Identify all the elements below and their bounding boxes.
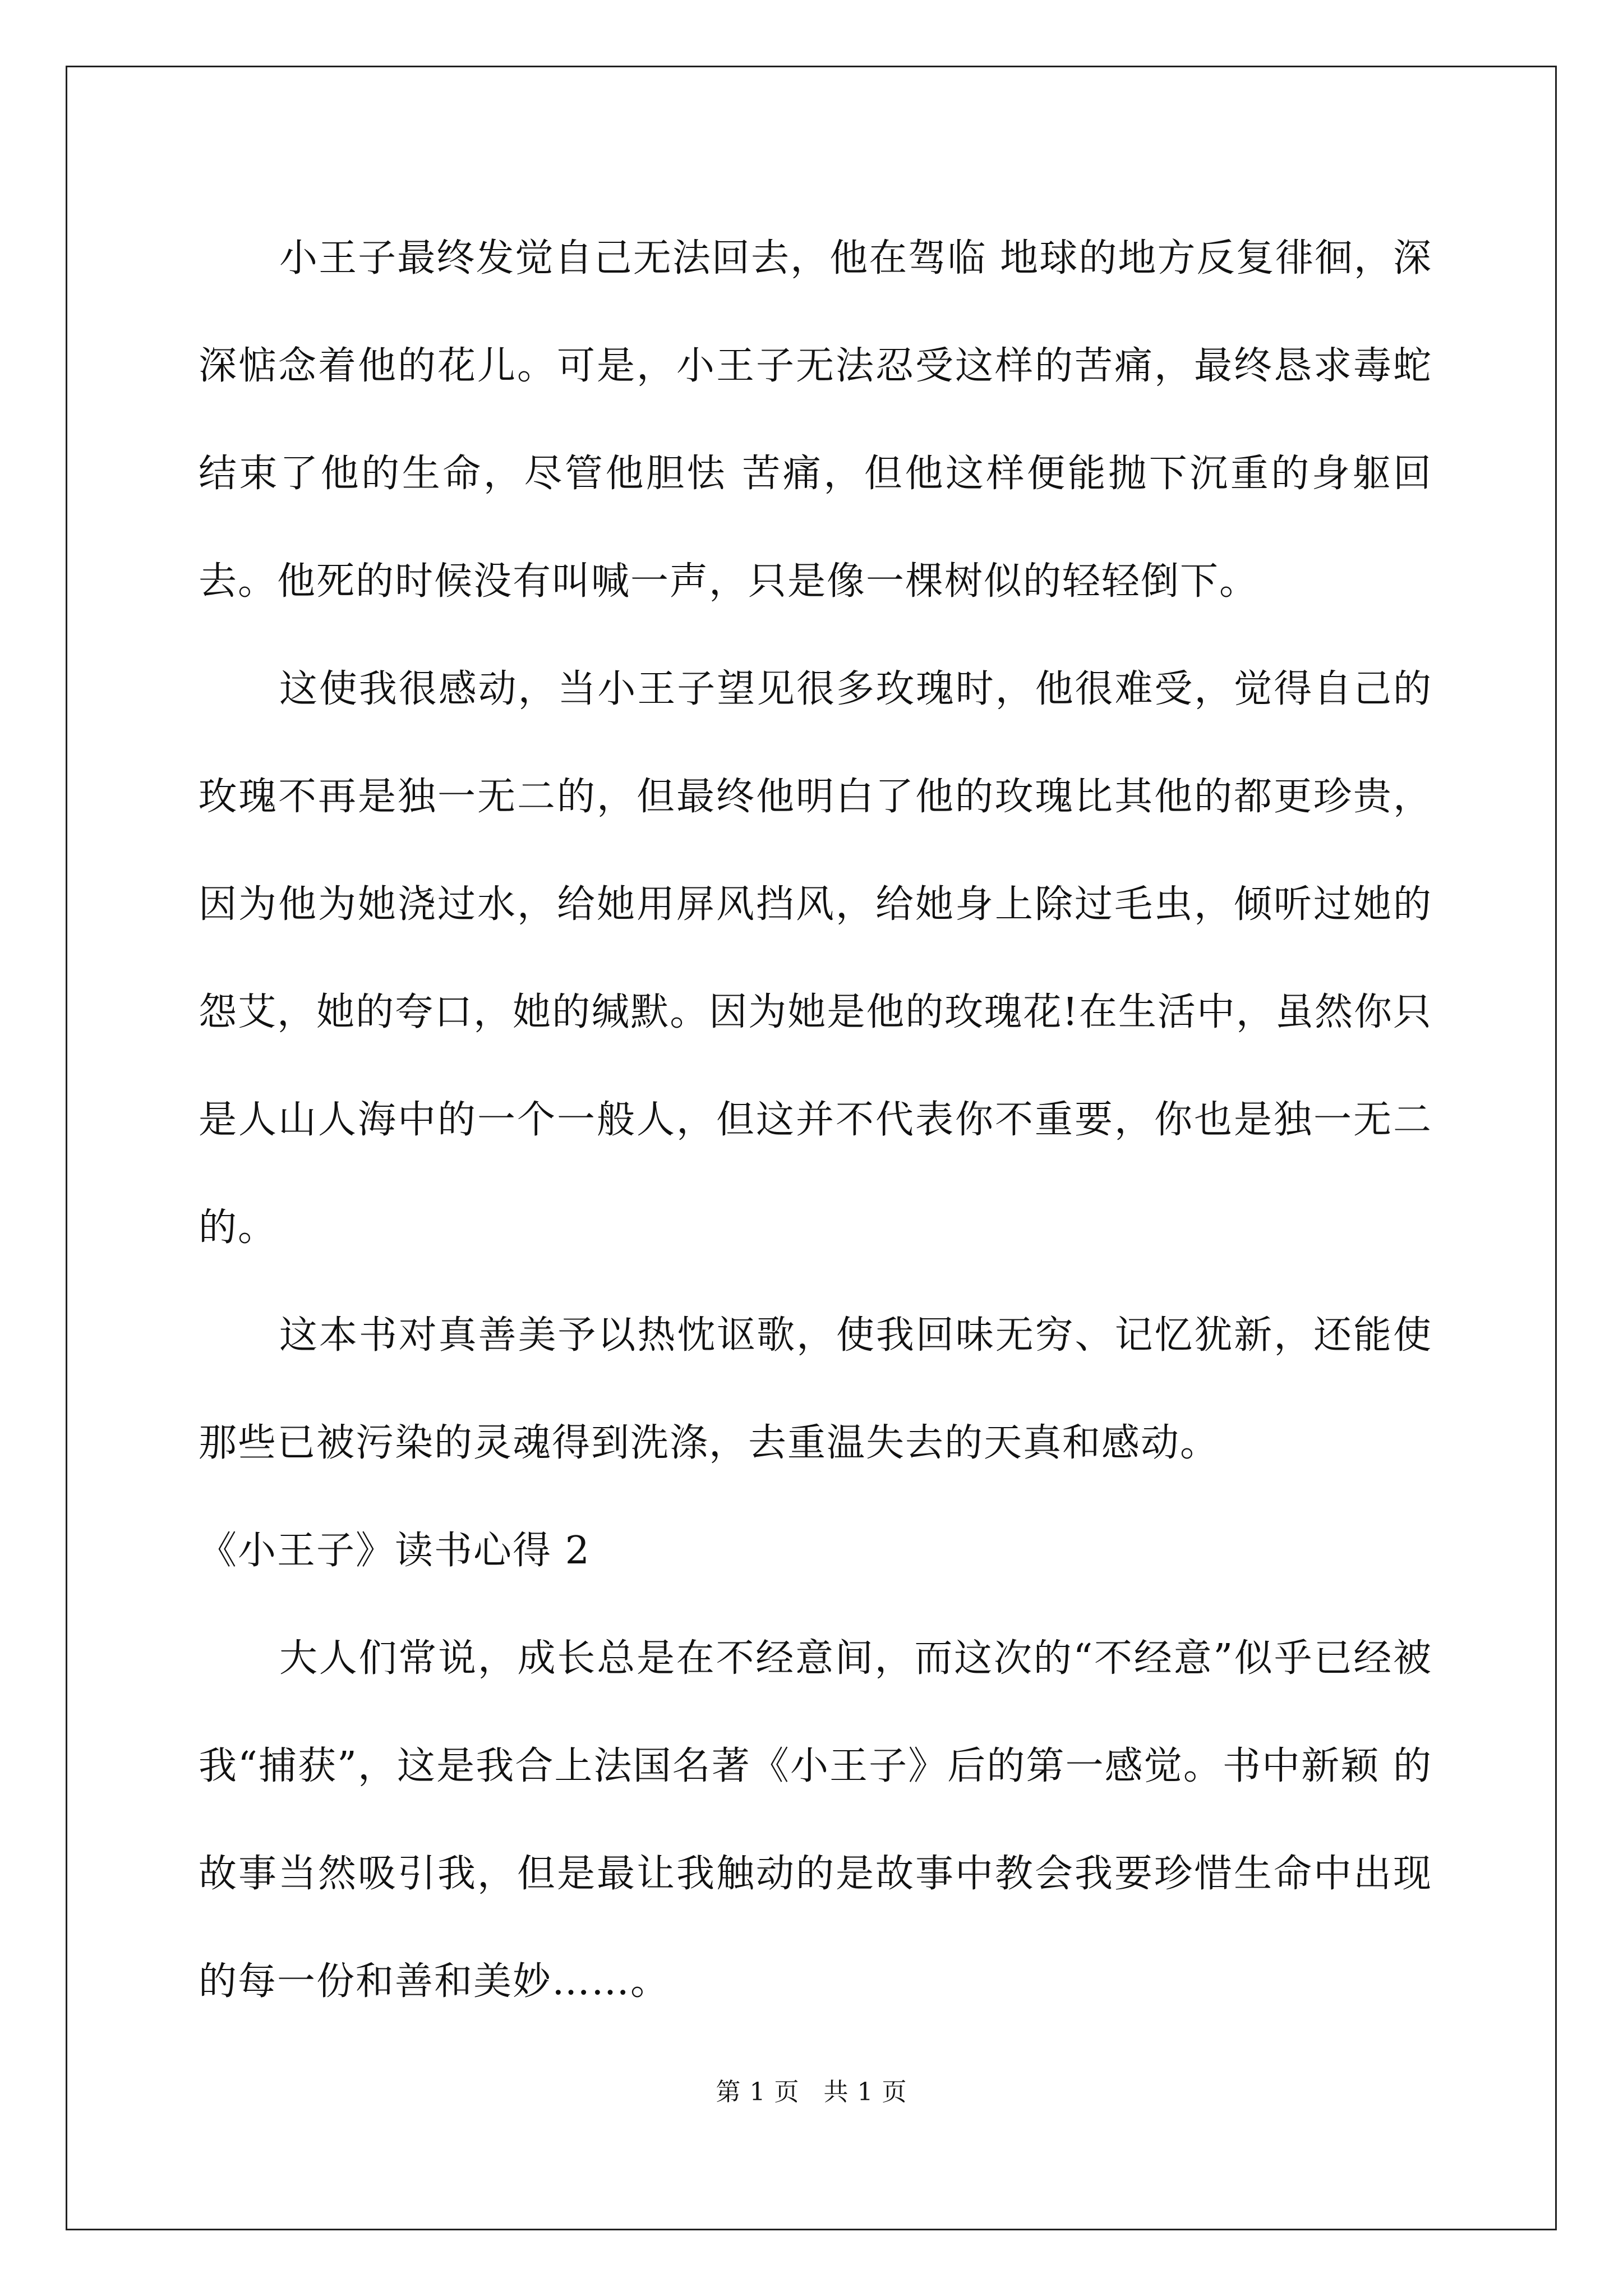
paragraph-4: 大人们常说，成长总是在不经意间，而这次的“不经意”似乎已经被我“捕获”，这是我合上法国名著《小王子》后的第一感觉。书中新颖 的故事当然吸引我，但是最让我触动的是故事中教会我要珍惜生命中出现的每一份和善和美妙……。 (199, 1636, 1432, 2004)
page-number: 第 1 页 (716, 2078, 800, 2106)
section-heading: 《小王子》读书心得 2 (199, 1529, 591, 1573)
paragraph-2: 这使我很感动，当小王子望见很多玫瑰时，他很难受，觉得自己的玫瑰不再是独一无二的，但最终他明白了他的玫瑰比其他的都更珍贵，因为他为她浇过水，给她用屏风挡风，给她身上除过毛虫，倾听过她的怨艾，她的夸口，她的缄默。因为她是他的玫瑰花!在生活中，虽然你只是人山人海中的一个一般人，但这并不代表你不重要，你也是独一无二的。 (199, 667, 1432, 1250)
paragraph-3: 这本书对真善美予以热忱讴歌，使我回味无穷、记忆犹新，还能使那些已被污染的灵魂得到洗涤，去重温失去的天真和感动。 (199, 1313, 1432, 1465)
paragraph-1: 小王子最终发觉自己无法回去，他在驾临 地球的地方反复徘徊，深深惦念着他的花儿。可是，小王子无法忍受这样的苦痛，最终恳求毒蛇结束了他的生命，尽管他胆怯 苦痛，但他这样便能抛下沉重的身躯回去。他死的时候没有叫喊一声，只是像一棵树似的轻轻倒下。 (199, 236, 1432, 604)
page-total: 共 1 页 (823, 2078, 907, 2106)
page-footer (0, 2076, 1623, 2109)
